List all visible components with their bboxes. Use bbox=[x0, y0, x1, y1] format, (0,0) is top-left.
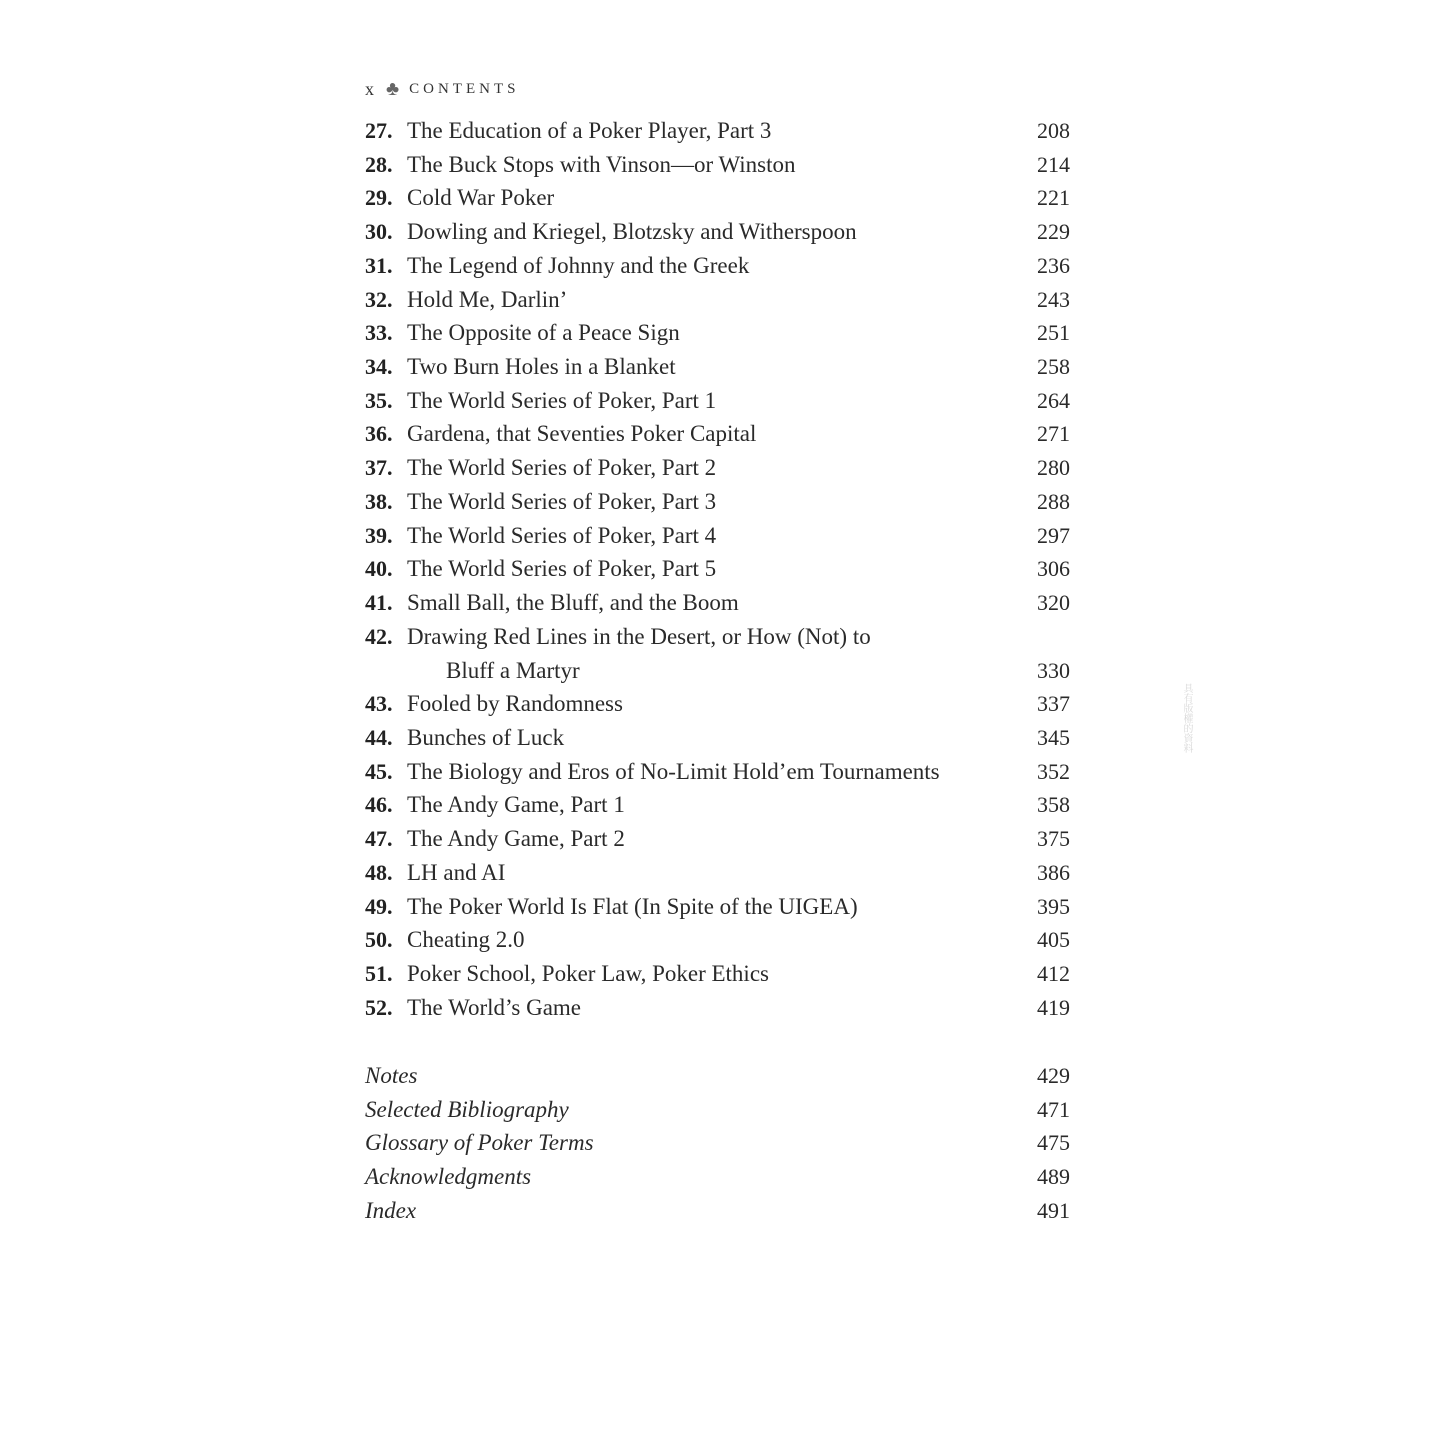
backmatter-title: Notes bbox=[365, 1063, 418, 1088]
page-number: 214 bbox=[1037, 151, 1070, 177]
backmatter-list bbox=[365, 1059, 1070, 1228]
chapter-title: The World Series of Poker, Part 2 bbox=[407, 455, 717, 481]
backmatter-title: Glossary of Poker Terms bbox=[365, 1130, 594, 1156]
chapter-title: Drawing Red Lines in the Desert, or How (Not) to bbox=[407, 623, 871, 649]
toc-entry[interactable] bbox=[365, 856, 1070, 890]
running-head bbox=[365, 76, 519, 102]
chapter-title: Small Ball, the Bluff, and the Boom bbox=[407, 590, 739, 616]
toc-entry[interactable] bbox=[365, 755, 1070, 789]
toc-entry[interactable] bbox=[365, 316, 1070, 350]
chapter-number: 47. bbox=[365, 826, 393, 852]
backmatter-title: Acknowledgments bbox=[365, 1164, 532, 1190]
page-number: 221 bbox=[1037, 185, 1070, 211]
chapter-number: 42. bbox=[365, 623, 393, 649]
page-number: 258 bbox=[1037, 354, 1070, 380]
chapter-title: Gardena, that Seventies Poker Capital bbox=[407, 421, 757, 447]
chapter-number: 28. bbox=[365, 151, 393, 177]
page-number: 251 bbox=[1037, 320, 1070, 346]
toc-entry[interactable] bbox=[365, 519, 1070, 553]
chapter-title: The World Series of Poker, Part 1 bbox=[407, 387, 717, 413]
chapter-title: The Opposite of a Peace Sign bbox=[407, 320, 680, 346]
page-number: 471 bbox=[1037, 1096, 1070, 1122]
toc-entry[interactable] bbox=[365, 114, 1070, 148]
chapter-title: Hold Me, Darlin’ bbox=[407, 286, 568, 312]
page-number: 208 bbox=[1037, 118, 1070, 143]
page-folio: x bbox=[365, 78, 374, 99]
toc-entry[interactable] bbox=[365, 181, 1070, 215]
toc-entry-bibliography[interactable] bbox=[365, 1093, 1070, 1127]
chapter-number: 51. bbox=[365, 960, 393, 986]
chapter-number: 49. bbox=[365, 893, 393, 919]
toc-entry[interactable] bbox=[365, 485, 1070, 519]
chapter-title: The Andy Game, Part 1 bbox=[407, 792, 625, 818]
club-icon: ♣ bbox=[386, 77, 400, 100]
chapter-title: Fooled by Randomness bbox=[407, 691, 623, 717]
chapter-title: LH and AI bbox=[407, 859, 506, 885]
chapter-title: The World Series of Poker, Part 5 bbox=[407, 556, 717, 582]
page-number: 491 bbox=[1037, 1197, 1070, 1223]
chapter-title: Cheating 2.0 bbox=[407, 927, 525, 953]
toc-entry[interactable] bbox=[365, 822, 1070, 856]
chapter-title: The World Series of Poker, Part 3 bbox=[407, 488, 717, 514]
page-number: 419 bbox=[1037, 994, 1070, 1020]
page-number: 236 bbox=[1037, 252, 1070, 278]
chapter-title: Two Burn Holes in a Blanket bbox=[407, 354, 676, 380]
page-number: 330 bbox=[1037, 657, 1070, 683]
backmatter-title: Index bbox=[365, 1197, 417, 1223]
toc-entry[interactable] bbox=[365, 721, 1070, 755]
toc-entry[interactable] bbox=[365, 384, 1070, 418]
chapter-number: 46. bbox=[365, 792, 393, 818]
toc-entry[interactable] bbox=[365, 249, 1070, 283]
toc-entry[interactable] bbox=[365, 283, 1070, 317]
section-label: CONTENTS bbox=[409, 80, 520, 97]
chapter-list bbox=[365, 114, 1070, 1024]
toc-entry-glossary[interactable] bbox=[365, 1126, 1070, 1160]
chapter-title: The World’s Game bbox=[407, 994, 582, 1020]
chapter-title: Poker School, Poker Law, Poker Ethics bbox=[407, 960, 769, 986]
toc-entry[interactable] bbox=[365, 215, 1070, 249]
page-number: 280 bbox=[1037, 455, 1070, 481]
chapter-number: 48. bbox=[365, 859, 393, 885]
chapter-number: 30. bbox=[365, 219, 393, 245]
chapter-number: 38. bbox=[365, 488, 393, 514]
chapter-number: 43. bbox=[365, 691, 393, 717]
chapter-number: 44. bbox=[365, 724, 393, 750]
page-number: 320 bbox=[1037, 590, 1070, 616]
toc-entry-notes[interactable] bbox=[365, 1059, 1070, 1093]
toc-entry[interactable] bbox=[365, 687, 1070, 721]
chapter-number: 35. bbox=[365, 387, 393, 413]
chapter-title: The World Series of Poker, Part 4 bbox=[407, 522, 717, 548]
page-number: 337 bbox=[1037, 691, 1070, 717]
page-number: 352 bbox=[1037, 758, 1070, 784]
page-number: 271 bbox=[1037, 421, 1070, 447]
copyright-watermark: 具有版權的資料 bbox=[1181, 683, 1192, 753]
chapter-number: 29. bbox=[365, 185, 393, 211]
chapter-title: Cold War Poker bbox=[407, 185, 555, 211]
page-number: 243 bbox=[1037, 286, 1070, 312]
toc-entry[interactable] bbox=[365, 552, 1070, 586]
toc-entry[interactable] bbox=[365, 586, 1070, 620]
chapter-number: 37. bbox=[365, 455, 393, 481]
chapter-number: 36. bbox=[365, 421, 393, 447]
chapter-title: The Andy Game, Part 2 bbox=[407, 826, 625, 852]
chapter-number: 39. bbox=[365, 522, 393, 548]
toc-entry-index[interactable] bbox=[365, 1194, 1070, 1228]
chapter-title: The Poker World Is Flat (In Spite of the UIGEA) bbox=[407, 893, 858, 919]
chapter-number: 52. bbox=[365, 994, 393, 1020]
toc-entry[interactable] bbox=[365, 451, 1070, 485]
page-number: 386 bbox=[1037, 859, 1070, 885]
chapter-title: The Education of a Poker Player, Part 3 bbox=[407, 118, 772, 143]
page-number: 264 bbox=[1037, 387, 1070, 413]
page-number: 345 bbox=[1037, 724, 1070, 750]
chapter-number: 27. bbox=[365, 118, 393, 143]
page-number: 229 bbox=[1037, 219, 1070, 245]
page-number: 297 bbox=[1037, 522, 1070, 548]
chapter-title: The Buck Stops with Vinson—or Winston bbox=[407, 151, 796, 177]
chapter-number: 40. bbox=[365, 556, 393, 582]
toc-entry-acknowledgments[interactable] bbox=[365, 1160, 1070, 1194]
toc-entry[interactable] bbox=[365, 923, 1070, 957]
toc-entry[interactable] bbox=[365, 620, 1070, 687]
page-number: 358 bbox=[1037, 792, 1070, 818]
page-number: 475 bbox=[1037, 1130, 1070, 1156]
chapter-number: 41. bbox=[365, 590, 393, 616]
chapter-number: 45. bbox=[365, 758, 393, 784]
chapter-number: 32. bbox=[365, 286, 393, 312]
toc-entry[interactable] bbox=[365, 991, 1070, 1025]
toc-entry[interactable] bbox=[365, 957, 1070, 991]
page-number: 395 bbox=[1037, 893, 1070, 919]
chapter-number: 34. bbox=[365, 354, 393, 380]
chapter-title: The Legend of Johnny and the Greek bbox=[407, 252, 750, 278]
chapter-number: 33. bbox=[365, 320, 393, 346]
chapter-title: Bunches of Luck bbox=[407, 724, 565, 750]
toc-entry[interactable] bbox=[365, 890, 1070, 924]
page-number: 405 bbox=[1037, 927, 1070, 953]
page-number: 375 bbox=[1037, 826, 1070, 852]
page-number: 429 bbox=[1037, 1063, 1070, 1088]
toc-entry[interactable] bbox=[365, 788, 1070, 822]
toc-entry[interactable] bbox=[365, 350, 1070, 384]
page-number: 489 bbox=[1037, 1164, 1070, 1190]
toc-entry[interactable] bbox=[365, 417, 1070, 451]
backmatter-title: Selected Bibliography bbox=[365, 1096, 569, 1122]
page-number: 412 bbox=[1037, 960, 1070, 986]
chapter-title: Dowling and Kriegel, Blotzsky and Witherspoon bbox=[407, 219, 857, 245]
toc-entry[interactable] bbox=[365, 148, 1070, 182]
chapter-title-continued: Bluff a Martyr bbox=[446, 657, 580, 683]
chapter-number: 31. bbox=[365, 252, 393, 278]
page-number: 288 bbox=[1037, 488, 1070, 514]
chapter-number: 50. bbox=[365, 927, 393, 953]
chapter-title: The Biology and Eros of No-Limit Hold’em Tournaments bbox=[407, 758, 940, 784]
page-number: 306 bbox=[1037, 556, 1070, 582]
